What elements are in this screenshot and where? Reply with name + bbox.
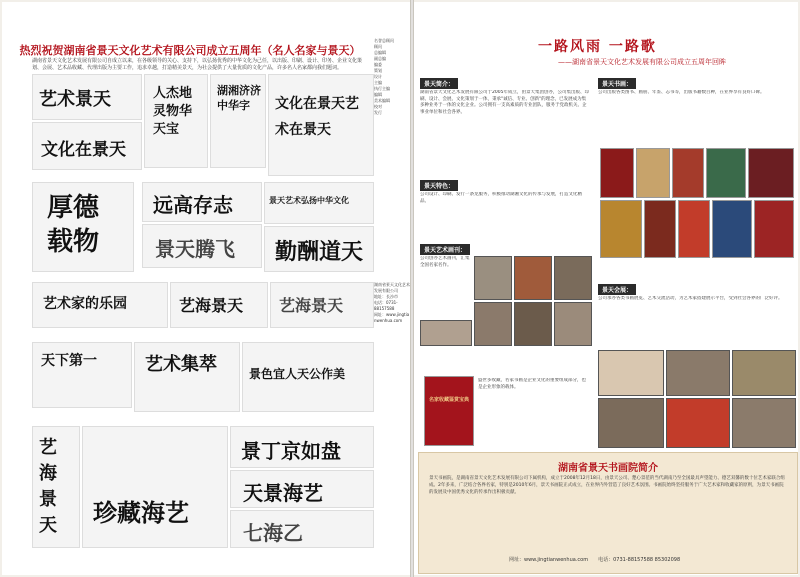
calligraphy-panel-18 [82, 426, 228, 548]
event-photo [666, 350, 730, 396]
calligraphy-8: 景天艺术弘扬中华文化 [269, 195, 349, 205]
calligraphy-panel-3 [210, 74, 266, 168]
left-page-title: 热烈祝贺湖南省景天文化艺术有限公司成立五周年（名人名家与景天） [19, 44, 361, 57]
contact-item: 地址：长沙市 [374, 294, 398, 299]
staff-item: 编委 [374, 62, 382, 67]
calligraphy-17: 艺海景天 [39, 437, 57, 536]
staff-item: 顾问 [374, 44, 382, 49]
calligraphy-panel-8 [264, 182, 374, 224]
book-cover-featured [424, 376, 474, 446]
calligraphy-1: 艺术景天 [39, 89, 111, 110]
artist-photo [514, 302, 552, 346]
section-text-books: 公司出版各类图书、画册、年鉴、志书等，出版书籍数百种，在业界享有良好口碑。 [598, 90, 765, 95]
staff-item: 副总编 [374, 56, 386, 61]
calligraphy-9: 景天腾飞 [155, 237, 235, 261]
section-text-features: 公司设计、印刷、发行一条龙服务，积极推动湖湘文化的传承与发展，打造文化精品。 [420, 192, 582, 204]
calligraphy-panel-10 [264, 226, 374, 272]
book-cover [748, 148, 794, 198]
contact-column [374, 282, 410, 324]
calligraphy-10: 勤酬道天 [275, 239, 364, 265]
book-cover [672, 148, 704, 198]
museum-title: 湖南省景天书画院简介 [558, 463, 658, 474]
artist-photo [420, 320, 472, 346]
calligraphy-2: 人杰地灵物华天宝 [153, 86, 193, 137]
book-cover [706, 148, 746, 198]
calligraphy-7: 远高存志 [153, 193, 233, 217]
book-cover [644, 200, 676, 258]
calligraphy-panel-7 [142, 182, 262, 222]
calligraphy-panel-11 [32, 282, 168, 328]
calligraphy-panel-2 [144, 74, 208, 168]
artist-photo [474, 256, 512, 300]
right-header [418, 30, 794, 70]
calligraphy-panel-9 [142, 224, 262, 268]
right-header-subtitle: ——湖南省景天文化艺术发展有限公司成立五周年回眸 [558, 58, 726, 66]
calligraphy-15: 艺术集萃 [145, 354, 217, 375]
event-photo [666, 398, 730, 448]
calligraphy-19: 景丁京如盘 [241, 439, 341, 463]
section-text-meeting: 公司承办各类书画展览、艺术交流活动，为艺术家搭建展示平台，受到社会各界的广泛好评。 [598, 296, 783, 301]
calligraphy-panel-17 [32, 426, 80, 548]
calligraphy-panel-13 [270, 282, 374, 328]
book-caption: 盛世多收藏，名家书画是企业文化的重要组成部分，也是企业形象的载体。 [478, 378, 586, 390]
calligraphy-4: 文化在景天艺术在景天 [275, 96, 359, 138]
calligraphy-panel-1 [32, 74, 142, 120]
staff-item: 校对 [374, 104, 382, 109]
calligraphy-panel-6 [32, 182, 134, 272]
calligraphy-3: 湖湘济济中华字 [217, 84, 261, 112]
staff-item: 策划 [374, 68, 382, 73]
calligraphy-20: 天景海艺 [243, 481, 323, 505]
staff-item: 美术编辑 [374, 98, 390, 103]
left-page-intro: 湖南省景天文化艺术发展有限公司自成立以来，在各级领导的关心、支持下，以弘扬优秀的中华文化为己任，以出版、印刷、设计、印务、企业文化策划、会展、艺术品收藏、代理出版为主要工作，追求卓越，打造精美景天，为社会提供了大量优质的文化产品，许多名人名家都向我们题词。 [32, 58, 363, 71]
event-photo [732, 398, 796, 448]
calligraphy-13: 艺海景天 [279, 296, 344, 315]
book-cover [600, 148, 634, 198]
event-photo [732, 350, 796, 396]
book-cover [712, 200, 752, 258]
contact-item: 网址：www.jingtianwenhua.com [374, 312, 410, 323]
contact-item: 电话：0731-88157588 [374, 300, 398, 311]
artist-photo [474, 302, 512, 346]
calligraphy-18: 珍藏海艺 [93, 498, 189, 527]
museum-panel [418, 452, 798, 574]
artist-photo [514, 256, 552, 300]
staff-item: 主编 [374, 80, 382, 85]
calligraphy-panel-16 [242, 342, 374, 412]
contact-item: 湖南省景天文化艺术发展有限公司 [374, 282, 410, 293]
artist-photo [554, 256, 592, 300]
calligraphy-panel-12 [170, 282, 268, 328]
book-cover-title: 名家收藏鉴赏宝典 [429, 397, 470, 403]
calligraphy-panel-20 [230, 470, 374, 508]
museum-contact: 网址：www.jingtianwenhua.com 电话：0731-88157588 85302098 [509, 557, 681, 563]
book-cover [754, 200, 794, 258]
section-text-achievements: 公司创办艺术画刊，汇集全国名家名作。 [420, 256, 470, 268]
book-cover [600, 200, 642, 258]
calligraphy-panel-21 [230, 510, 374, 548]
calligraphy-panel-14 [32, 342, 132, 408]
section-label-features: 景天特色： [420, 180, 458, 191]
calligraphy-panel-4 [268, 74, 374, 176]
calligraphy-panel-15 [134, 342, 240, 412]
event-photo [598, 350, 664, 396]
book-cover [678, 200, 710, 258]
right-header-title: 一路风雨 一路歌 [538, 39, 657, 55]
calligraphy-5: 文化在景天 [41, 140, 126, 160]
calligraphy-21: 七海乙 [243, 521, 303, 545]
staff-item: 编辑 [374, 92, 382, 97]
staff-item: 名誉总顾问 [374, 38, 394, 43]
section-label-books: 景天书画： [598, 78, 636, 89]
section-text-intro: 湖南省景天文化艺术发展有限公司于2005年成立，由景天集团创办，公司集出版、印刷、设计、会展、文化策划于一体，秉承"诚信、专业、创新"的理念，已发展成为集多种业务于一体的文化企业。公司拥有一支高素质的专业团队，服务于党政机关、企事业单位和社会各界。 [420, 90, 589, 115]
calligraphy-6: 厚德载物 [47, 193, 100, 257]
museum-text: 景天书画院，是湖南省景天文化艺术发展有限公司下属机构，成立于2008年12月18日，由景天公司、楚心景范的当代湖南乃至全国最具声望能力、德艺双馨的数十位艺术家联合组成。2年多来，广泛结合各界名家，特别是2010年6月，景天书画院正式成立，在业界内外营造了良好艺术氛围。书画院始终坚持服务于广大艺术家和收藏家的原则，为景天书画院的发展及中国优秀文化的传承作出积极贡献。 [429, 476, 785, 495]
staff-item: 总编辑 [374, 50, 386, 55]
staff-item: 设计 [374, 74, 382, 79]
artist-photo [554, 302, 592, 346]
calligraphy-11: 艺术家的乐园 [43, 296, 127, 312]
section-label-meeting: 景天会展： [598, 284, 636, 295]
calligraphy-14: 天下第一 [41, 353, 97, 369]
calligraphy-panel-5 [32, 122, 142, 170]
left-page [2, 2, 410, 575]
calligraphy-panel-19 [230, 426, 374, 468]
event-photo [598, 398, 664, 448]
calligraphy-16: 景色宜人天公作美 [249, 367, 346, 381]
section-label-intro: 景天简介： [420, 78, 458, 89]
calligraphy-12: 艺海景天 [179, 296, 244, 315]
staff-item: 发行 [374, 110, 382, 115]
book-cover [636, 148, 670, 198]
section-label-achievements: 景天艺术画刊： [420, 244, 470, 255]
staff-item: 执行主编 [374, 86, 390, 91]
